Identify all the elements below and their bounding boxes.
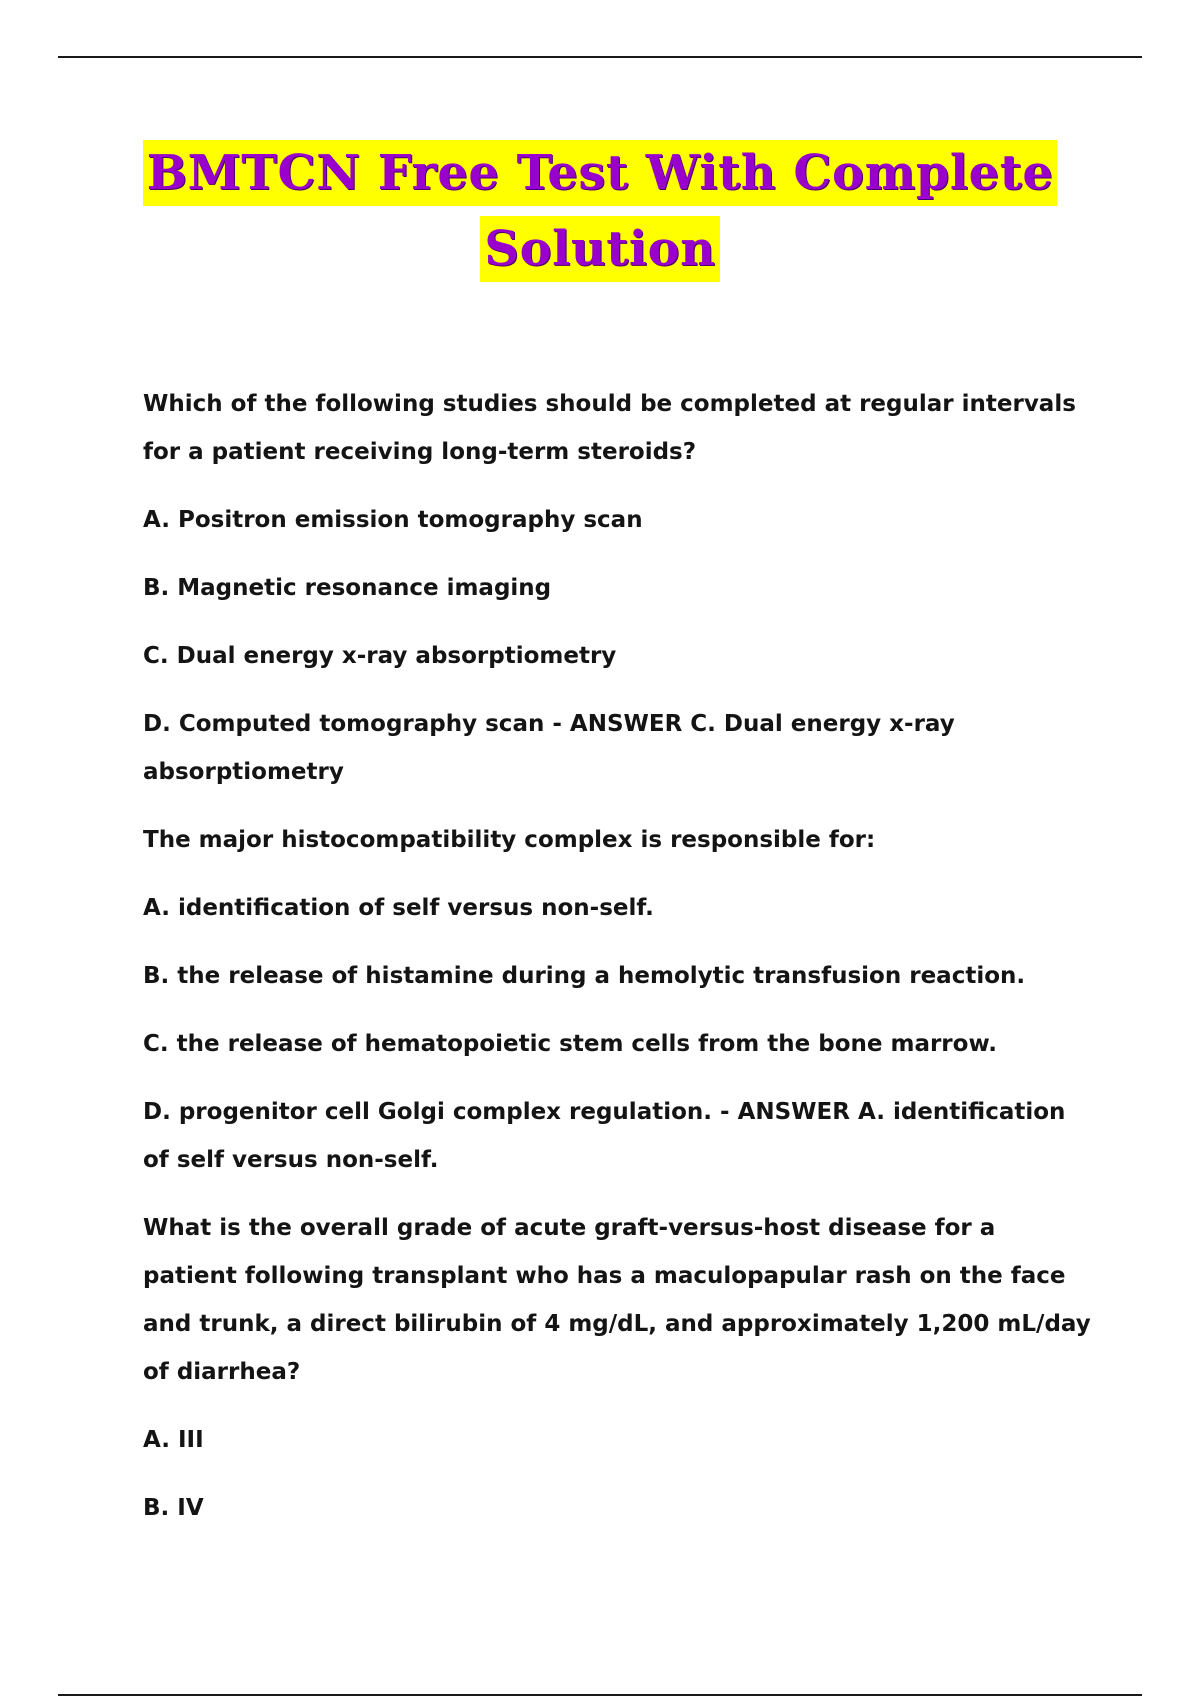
question-3-option-b: B. IV	[143, 1495, 204, 1521]
question-1-stem: Which of the following studies should be completed at regular intervals for a patient receiving long-term steroids?	[143, 391, 1076, 465]
top-divider	[58, 56, 1142, 58]
document-body	[143, 380, 1093, 1552]
title-line-2: Solution	[480, 216, 719, 282]
question-2-option-b: B. the release of histamine during a hemolytic transfusion reaction.	[143, 963, 1026, 989]
bottom-divider	[58, 1694, 1142, 1696]
question-1-option-a: A. Positron emission tomography scan	[143, 507, 643, 533]
document-title	[100, 140, 1100, 282]
question-3-option-a: A. III	[143, 1427, 204, 1453]
question-1-option-c: C. Dual energy x-ray absorptiometry	[143, 643, 617, 669]
question-2-option-d-answer: D. progenitor cell Golgi complex regulation. - ANSWER A. identification of self versus non-self.	[143, 1099, 1066, 1173]
question-3-stem: What is the overall grade of acute graft-versus-host disease for a patient following transplant who has a maculopapular rash on the face and trunk, a direct bilirubin of 4 mg/dL, and approximately 1,200 mL/day of diarrhea?	[143, 1215, 1091, 1385]
question-1-option-d-answer: D. Computed tomography scan - ANSWER C. Dual energy x-ray absorptiometry	[143, 711, 955, 785]
question-2-option-a: A. identification of self versus non-self.	[143, 895, 654, 921]
question-2-stem: The major histocompatibility complex is responsible for:	[143, 827, 876, 853]
title-line-1: BMTCN Free Test With Complete	[143, 140, 1058, 206]
question-2-option-c: C. the release of hematopoietic stem cells from the bone marrow.	[143, 1031, 997, 1057]
question-1-option-b: B. Magnetic resonance imaging	[143, 575, 552, 601]
